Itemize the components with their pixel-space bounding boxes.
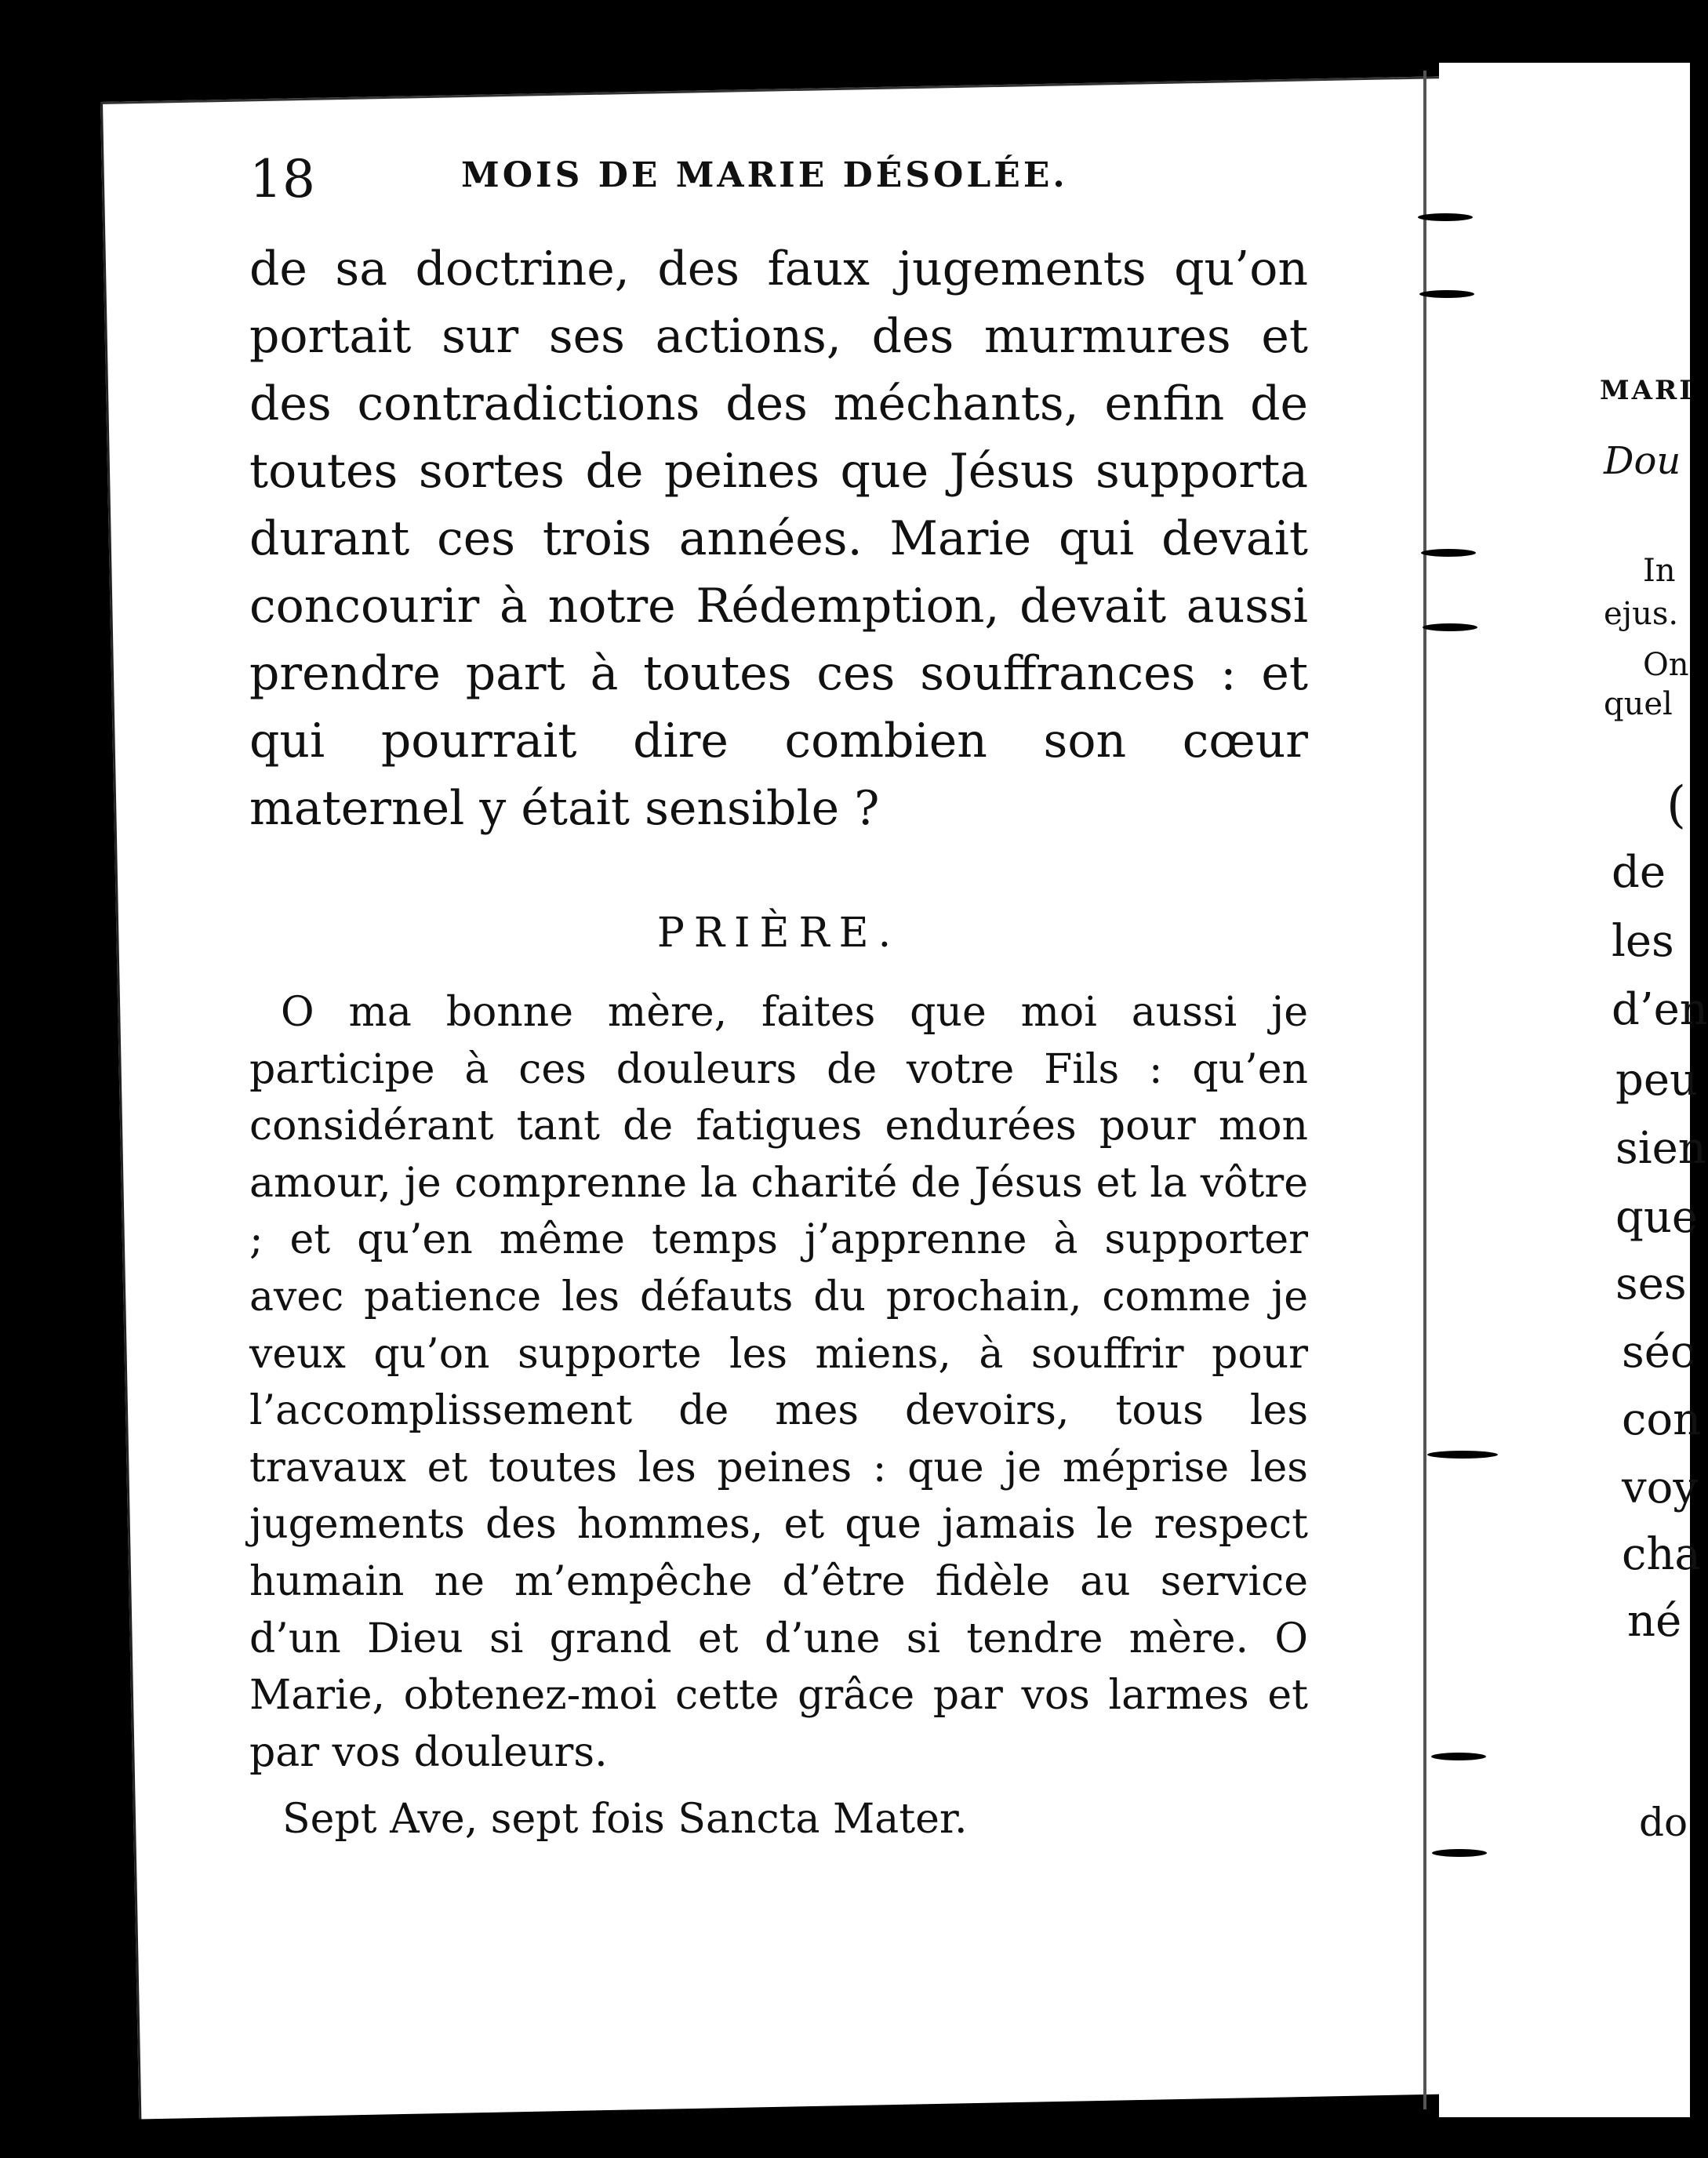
facing-fragment: né: [1627, 1596, 1682, 1647]
prayer-text: O ma bonne mère, faites que moi aussi je participe à ces douleurs de votre Fils : qu’en considérant tant de fatigues endurées pour mon amour, je comprenne la charité de Jésus et la vôtre ; et qu’en même temps j’apprenne à supporter avec patience les défauts du prochain, comme je veux qu’on supporte les miens, à souffrir pour l’accomplissement de mes devoirs, tous les travaux et toutes les peines : que je méprise les jugements des hommes, et que jamais le respect humain ne m’empêche d’être fidèle au service d’un Dieu si grand et d’une si tendre mère. O Marie, obtenez-moi cette grâce par vos larmes et par vos douleurs.: [249, 989, 1308, 1776]
facing-fragment: MARI: [1600, 375, 1695, 406]
facing-fragment: In: [1643, 553, 1676, 589]
body-paragraph: de sa doctrine, des faux jugements qu’on portait sur ses actions, des murmures et des contradictions des méchants, enfin de toutes sortes de peines que Jésus supporta durant ces trois années. Marie qui devait concourir à notre Rédemption, devait aussi prendre part à toutes ces souffrances : et qui pourrait dire combien son cœur maternel y était sensible ?: [249, 242, 1308, 836]
page-number: 18: [249, 149, 315, 209]
facing-fragment: cha: [1622, 1529, 1701, 1580]
facing-fragment: voy: [1622, 1462, 1698, 1513]
binding-stitch: [1423, 623, 1477, 631]
facing-fragment: (: [1666, 776, 1686, 834]
binding-stitch: [1421, 549, 1476, 557]
binding-stitch: [1418, 213, 1473, 221]
closing-line: Sept Ave, sept fois Sancta Mater.: [282, 1796, 968, 1843]
facing-fragment: peu: [1615, 1055, 1699, 1106]
facing-fragment: sien: [1615, 1123, 1706, 1174]
binding-stitch: [1419, 290, 1474, 298]
facing-fragment: d’en: [1612, 984, 1708, 1035]
binding-stitch: [1427, 1451, 1498, 1459]
facing-fragment: ses: [1615, 1259, 1687, 1310]
facing-fragment: do: [1639, 1800, 1688, 1845]
facing-fragment: ejus.: [1604, 596, 1679, 632]
facing-fragment: de: [1612, 847, 1666, 898]
page-header: [249, 141, 1300, 209]
facing-fragment: quel: [1604, 686, 1673, 722]
facing-fragment: Dou: [1604, 439, 1681, 483]
facing-fragment: On: [1643, 647, 1689, 683]
book-gutter: [1423, 71, 1426, 2109]
facing-fragment: con: [1622, 1394, 1702, 1445]
binding-stitch: [1432, 1849, 1487, 1857]
facing-fragment: séc: [1622, 1327, 1695, 1378]
prayer-heading: PRIÈRE.: [656, 910, 901, 957]
running-title: MOIS DE MARIE DÉSOLÉE.: [461, 155, 1068, 195]
facing-fragment: que: [1615, 1192, 1699, 1243]
facing-fragment: les: [1612, 916, 1674, 967]
binding-stitch: [1431, 1753, 1486, 1760]
